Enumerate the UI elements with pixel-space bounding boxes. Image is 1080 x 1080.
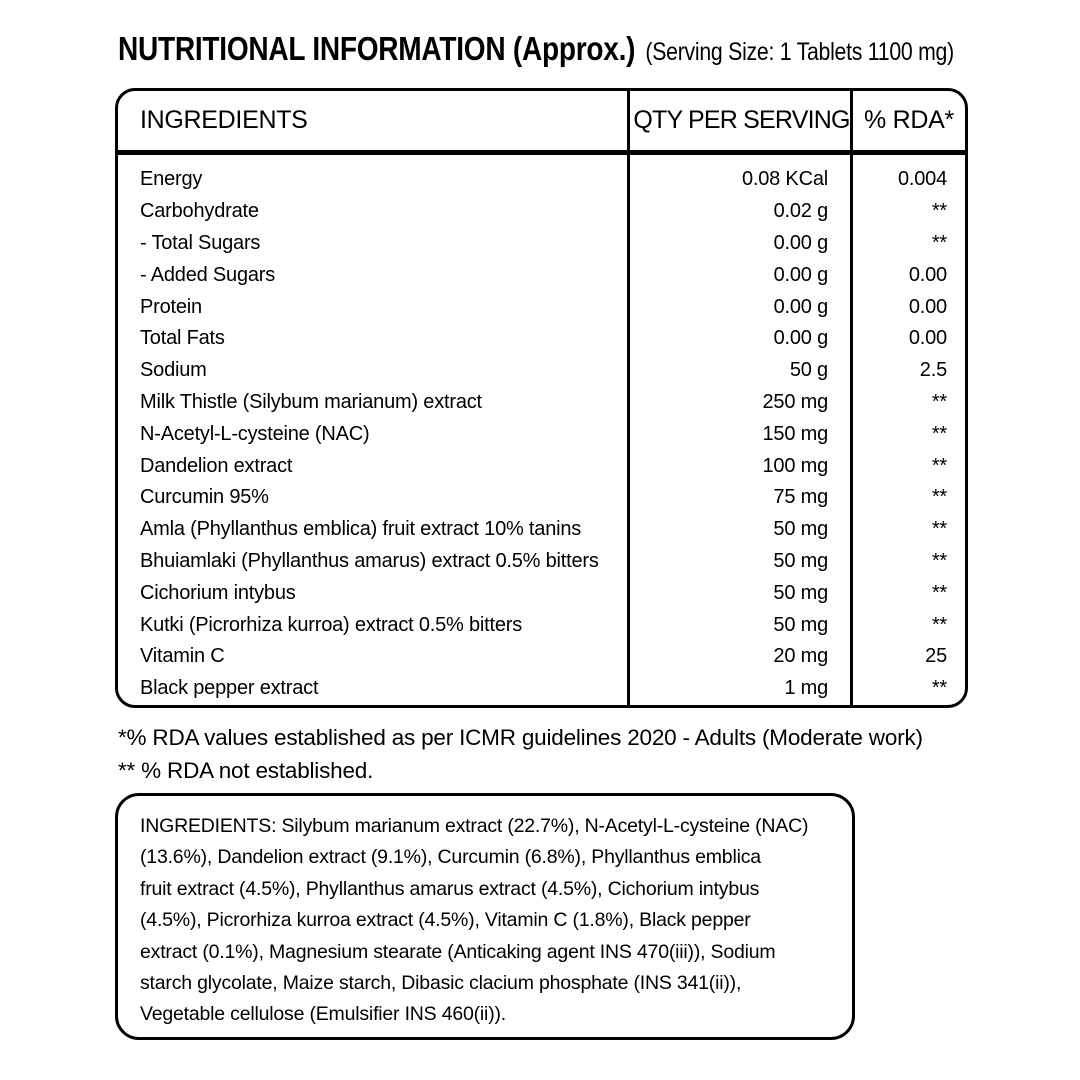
footnote-rda-established: *% RDA values established as per ICMR guidelines 2020 - Adults (Moderate work) xyxy=(118,725,923,750)
ingredient-name-cell: Milk Thistle (Silybum marianum) extract xyxy=(140,390,482,413)
qty-per-serving-cell: 0.08 KCal xyxy=(741,168,828,191)
rda-cell: ** xyxy=(931,454,947,477)
ingredient-name-cell: Carbohydrate xyxy=(140,200,259,223)
rda-cell: ** xyxy=(931,677,947,700)
qty-per-serving-cell: 0.02 g xyxy=(773,200,828,223)
ingredient-name-cell: Black pepper extract xyxy=(140,677,319,700)
ingredient-name-cell: Total Fats xyxy=(140,327,225,350)
table-row xyxy=(118,641,965,673)
column-header-rda: % RDA* xyxy=(864,106,954,134)
table-row xyxy=(118,323,965,355)
qty-per-serving-cell: 50 mg xyxy=(773,581,828,604)
ingredient-name-cell: Protein xyxy=(140,295,202,318)
table-row xyxy=(118,577,965,609)
table-row xyxy=(118,196,965,228)
rda-cell: ** xyxy=(931,422,947,445)
rda-cell: ** xyxy=(931,390,947,413)
qty-per-serving-cell: 250 mg xyxy=(762,390,828,413)
rda-cell: ** xyxy=(931,518,947,541)
rda-cell: ** xyxy=(931,486,947,509)
qty-per-serving-cell: 1 mg xyxy=(784,677,828,700)
rda-cell: 0.00 xyxy=(908,295,947,318)
ingredient-name-cell: Sodium xyxy=(140,359,207,382)
ingredients-text-line: (13.6%), Dandelion extract (9.1%), Curcumin (6.8%), Phyllanthus emblica xyxy=(140,846,761,869)
table-row xyxy=(118,514,965,546)
ingredient-name-cell: - Total Sugars xyxy=(140,231,261,254)
serving-size-note: (Serving Size: 1 Tablets 1100 mg) xyxy=(645,38,954,66)
column-header-ingredients: INGREDIENTS xyxy=(140,106,308,134)
qty-per-serving-cell: 50 mg xyxy=(773,613,828,636)
rda-cell: ** xyxy=(931,581,947,604)
rda-cell: 0.00 xyxy=(908,263,947,286)
ingredients-text-line: extract (0.1%), Magnesium stearate (Anticaking agent INS 470(iii)), Sodium xyxy=(140,940,776,963)
table-row xyxy=(118,387,965,419)
qty-per-serving-cell: 0.00 g xyxy=(773,327,828,350)
ingredient-name-cell: Curcumin 95% xyxy=(140,486,269,509)
rda-cell: ** xyxy=(931,231,947,254)
ingredients-text-line: Vegetable cellulose (Emulsifier INS 460(ii)). xyxy=(140,1003,506,1026)
qty-per-serving-cell: 75 mg xyxy=(773,486,828,509)
qty-per-serving-cell: 0.00 g xyxy=(773,263,828,286)
ingredient-name-cell: Kutki (Picrorhiza kurroa) extract 0.5% bitters xyxy=(140,613,523,636)
table-row xyxy=(118,259,965,291)
nutrition-table xyxy=(115,88,968,708)
table-row xyxy=(118,291,965,323)
table-row xyxy=(118,609,965,641)
table-row xyxy=(118,164,965,196)
qty-per-serving-cell: 50 mg xyxy=(773,518,828,541)
rda-cell: 2.5 xyxy=(919,359,947,382)
page-title-row xyxy=(118,30,954,68)
table-row xyxy=(118,546,965,578)
rda-cell: ** xyxy=(931,200,947,223)
ingredients-text-line: fruit extract (4.5%), Phyllanthus amarus extract (4.5%), Cichorium intybus xyxy=(140,877,760,900)
rda-cell: 0.00 xyxy=(908,327,947,350)
ingredient-name-cell: Dandelion extract xyxy=(140,454,293,477)
ingredient-name-cell: Energy xyxy=(140,168,203,191)
ingredients-text xyxy=(140,811,832,1031)
qty-per-serving-cell: 0.00 g xyxy=(773,295,828,318)
ingredients-text-line: starch glycolate, Maize starch, Dibasic clacium phosphate (INS 341(ii)), xyxy=(140,972,742,995)
ingredient-name-cell: Cichorium intybus xyxy=(140,581,296,604)
table-row xyxy=(118,482,965,514)
qty-per-serving-cell: 150 mg xyxy=(762,422,828,445)
ingredient-name-cell: N-Acetyl-L-cysteine (NAC) xyxy=(140,422,370,445)
table-row xyxy=(118,673,965,705)
qty-per-serving-cell: 0.00 g xyxy=(773,231,828,254)
rda-cell: 0.004 xyxy=(897,168,947,191)
qty-per-serving-cell: 50 mg xyxy=(773,549,828,572)
table-row xyxy=(118,228,965,260)
qty-per-serving-cell: 50 g xyxy=(789,359,828,382)
ingredient-name-cell: Vitamin C xyxy=(140,645,225,668)
table-row xyxy=(118,418,965,450)
rda-cell: ** xyxy=(931,549,947,572)
table-body xyxy=(118,155,965,705)
rda-cell: ** xyxy=(931,613,947,636)
footnote-rda-not-established: ** % RDA not established. xyxy=(118,758,374,783)
table-row xyxy=(118,450,965,482)
table-header-row xyxy=(118,91,965,155)
qty-per-serving-cell: 100 mg xyxy=(762,454,828,477)
ingredients-text-line: (4.5%), Picrorhiza kurroa extract (4.5%), Vitamin C (1.8%), Black pepper xyxy=(140,909,751,932)
page-title: NUTRITIONAL INFORMATION (Approx.) xyxy=(118,30,636,67)
qty-per-serving-cell: 20 mg xyxy=(773,645,828,668)
ingredients-text-line: INGREDIENTS: Silybum marianum extract (22.7%), N-Acetyl-L-cysteine (NAC) xyxy=(140,815,809,837)
ingredients-box xyxy=(115,793,855,1040)
rda-footnotes xyxy=(118,721,923,787)
ingredient-name-cell: - Added Sugars xyxy=(140,263,276,286)
table-row xyxy=(118,355,965,387)
ingredient-name-cell: Bhuiamlaki (Phyllanthus amarus) extract 0.5% bitters xyxy=(140,549,599,572)
rda-cell: 25 xyxy=(925,645,947,668)
ingredient-name-cell: Amla (Phyllanthus emblica) fruit extract 10% tanins xyxy=(140,518,582,541)
column-header-qty-per-serving: QTY PER SERVING xyxy=(633,106,850,134)
